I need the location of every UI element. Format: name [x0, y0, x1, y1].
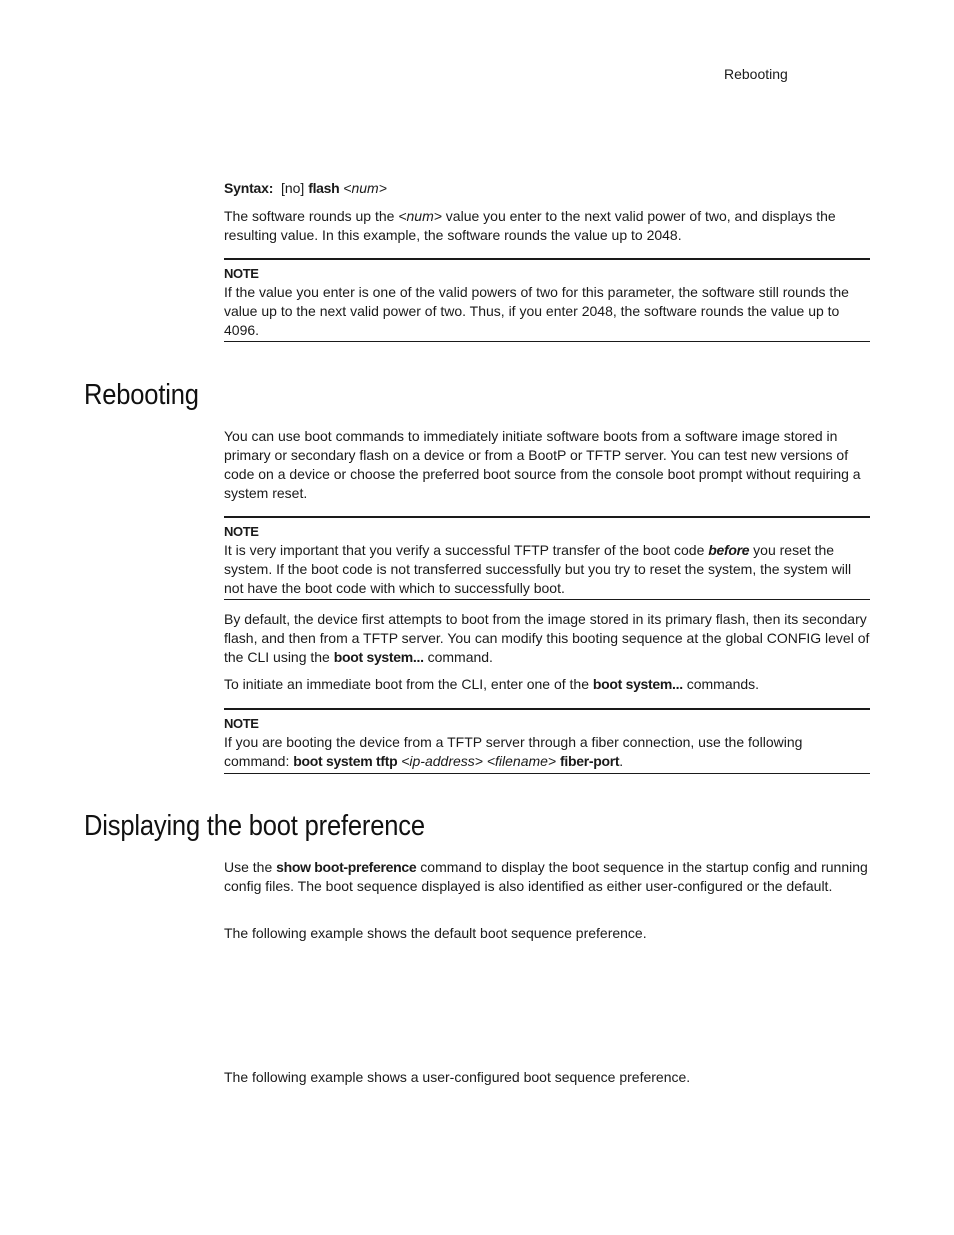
default-text-1: By default, the device first attempts to boot from the image stored in its primary flash, then its secondary flash, and then from a TFTP server. You can modify this booting sequence at the global CONFIG level of the CLI using the — [224, 611, 870, 665]
command-arguments: <ip-address> <filename> — [397, 753, 560, 769]
user-configured-example-paragraph: The following example shows a user-configured boot sequence preference. — [224, 1069, 691, 1085]
note-label: NOTE — [224, 524, 259, 539]
syntax-param: <num> — [343, 180, 387, 196]
rebooting-intro-paragraph: You can use boot commands to immediately initiate software boots from a software image stored in primary or secondary flash on a device or from a BootP or TFTP server. You can test new versions of code on a device or choose the preferred boot source from the console boot prompt without requiring a system reset. — [224, 428, 861, 501]
show-boot-preference-command: show boot-preference — [276, 859, 417, 875]
note-text: If the value you enter is one of the valid powers of two for this parameter, the software still rounds the value up to the next valid power of two. Thus, if you enter 2048, the software rounds the value up to 4096. — [224, 284, 849, 338]
syntax-label: Syntax: — [224, 180, 274, 196]
default-boot-paragraph — [224, 610, 870, 667]
rounding-param: <num> — [398, 208, 442, 224]
note-text — [224, 541, 870, 598]
show-boot-preference-paragraph — [224, 858, 870, 896]
note-text-2: you reset the system. If the boot code is not transferred successfully but you try to reset the system, the system will not have the boot code with which to successfully boot. — [224, 542, 852, 596]
note-text-1: If you are booting the device from a TFTP server through a fiber connection, use the following command: — [224, 734, 803, 769]
boot-system-command: boot system... — [592, 676, 683, 692]
note-box-fiber — [224, 708, 870, 774]
show-text-1: Use the — [224, 859, 277, 875]
fiber-port-keyword: fiber-port — [560, 753, 620, 769]
syntax-line — [224, 179, 870, 198]
show-text-2: command to display the boot sequence in the startup config and running config files. The boot sequence displayed is also identified as either user-configured or the default. — [224, 859, 868, 894]
initiate-text-1: To initiate an immediate boot from the CLI, enter one of the — [224, 676, 593, 692]
default-example-paragraph: The following example shows the default boot sequence preference. — [224, 925, 647, 941]
initiate-text-2: commands. — [682, 676, 760, 692]
note-box-flash — [224, 258, 870, 342]
note-text-2: . — [619, 753, 624, 769]
syntax-prefix: [no] — [280, 180, 305, 196]
note-text-1: It is very important that you verify a successful TFTP transfer of the boot code — [224, 542, 709, 558]
boot-system-command: boot system... — [333, 649, 424, 665]
note-emphasis: before — [708, 542, 750, 558]
boot-system-tftp-command: boot system tftp — [293, 753, 398, 769]
note-box-tftp-verify — [224, 516, 870, 600]
syntax-command: flash — [308, 180, 340, 196]
initiate-boot-paragraph — [224, 675, 870, 694]
note-label: NOTE — [224, 716, 259, 731]
default-text-2: command. — [423, 649, 493, 665]
note-text — [224, 733, 870, 771]
running-header: Rebooting — [724, 66, 788, 82]
rounding-text-1: The software rounds up the — [224, 208, 399, 224]
section-title-boot-preference: Displaying the boot preference — [84, 810, 425, 842]
section-title-rebooting: Rebooting — [84, 379, 199, 411]
rounding-paragraph — [224, 207, 870, 245]
note-label: NOTE — [224, 266, 259, 281]
rounding-text-2: value you enter to the next valid power of two, and displays the resulting value. In this example, the software rounds the value up to 2048. — [224, 208, 836, 243]
